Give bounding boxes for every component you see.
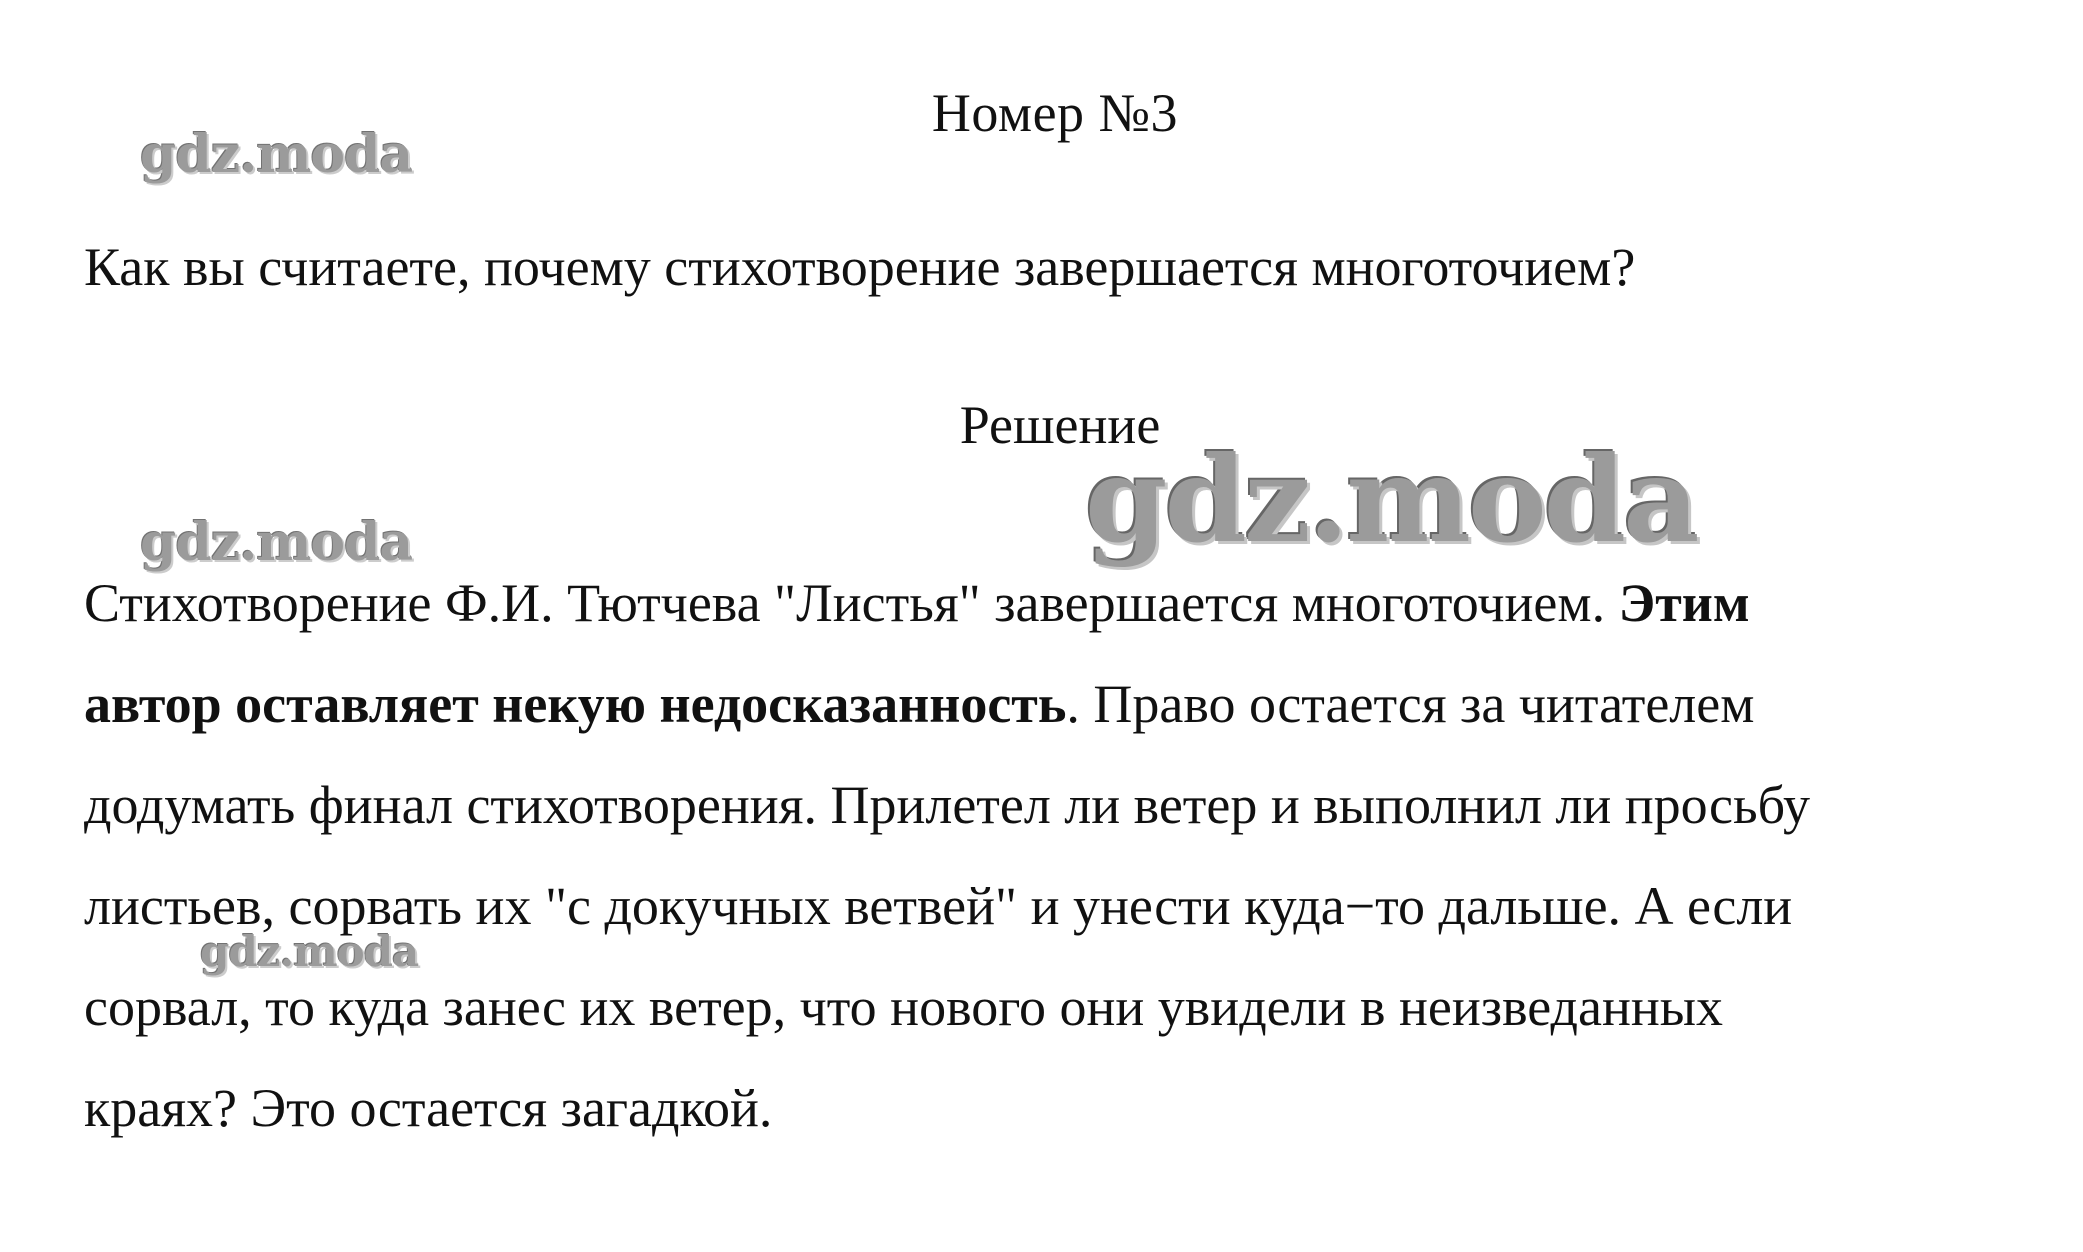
answer-line xyxy=(84,654,2034,755)
question-text: Как вы считаете, почему стихотворение завершается многоточием? xyxy=(84,237,1636,297)
answer-line: додумать финал стихотворения. Прилетел ли ветер и выполнил ли просьбу xyxy=(84,775,1811,835)
answer-emphasis: автор оставляет некую недосказанность xyxy=(84,674,1067,734)
watermark-logo: gdz.moda xyxy=(140,124,413,185)
answer-line: сорвал, то куда занес их ветер, что нового они увидели в неизведанных xyxy=(84,977,1724,1037)
answer-text: Стихотворение Ф.И. Тютчева "Листья" завершается многоточием. xyxy=(84,573,1619,633)
watermark-logo: gdz.moda xyxy=(140,512,413,573)
watermark-logo: gdz.moda xyxy=(200,927,419,976)
task-number-heading: Номер №3 xyxy=(931,83,1179,143)
solution-answer xyxy=(84,553,2034,1159)
answer-text: . Право остается за читателем xyxy=(1066,674,1755,734)
watermark-logo-large: gdz.moda xyxy=(1085,430,1697,569)
solution-heading: Решение xyxy=(959,395,1161,455)
answer-line: листьев, сорвать их "с докучных ветвей" и унести куда−то дальше. А если xyxy=(84,876,1793,936)
answer-line: краях? Это остается загадкой. xyxy=(84,1078,773,1138)
answer-emphasis: Этим xyxy=(1618,573,1750,633)
answer-line xyxy=(84,553,2034,654)
